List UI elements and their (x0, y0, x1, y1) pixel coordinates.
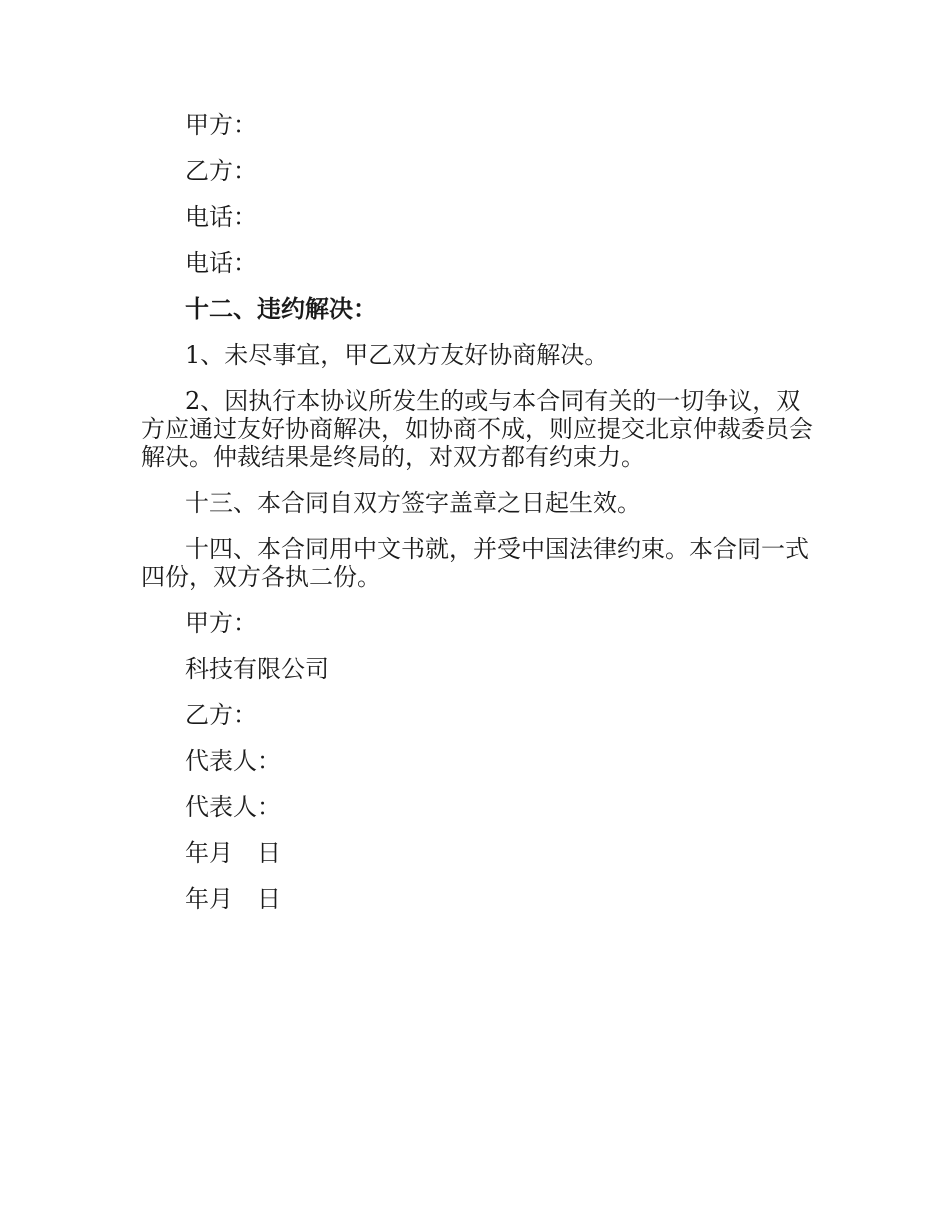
phone-label-a: 电话： (185, 203, 257, 231)
representative-label-b: 代表人： (185, 793, 281, 821)
section-thirteen: 十三、本合同自双方签字盖章之日起生效。 (185, 489, 641, 517)
section-heading-breach: 十二、违约解决： (185, 294, 377, 323)
document-body (141, 111, 816, 931)
signature-party-b-label: 乙方： (185, 701, 257, 729)
party-a-label: 甲方： (185, 111, 257, 139)
representative-label-a: 代表人： (185, 747, 281, 775)
clause-1: 1、未尽事宜，甲乙双方友好协商解决。 (185, 341, 609, 369)
date-line-a: 年月 日 (185, 839, 281, 867)
phone-label-b: 电话： (185, 249, 257, 277)
date-line-b: 年月 日 (185, 885, 281, 913)
company-name: 科技有限公司 (185, 655, 329, 683)
section-fourteen: 十四、本合同用中文书就，并受中国法律约束。本合同一式四份，双方各执二份。 (141, 535, 809, 591)
signature-party-a-label: 甲方： (185, 609, 257, 637)
party-b-label: 乙方： (185, 157, 257, 185)
clause-2: 2、因执行本协议所发生的或与本合同有关的一切争议，双方应通过友好协商解决，如协商不成，则应提交北京仲裁委员会解决。仲裁结果是终局的，对双方都有约束力。 (141, 387, 813, 471)
